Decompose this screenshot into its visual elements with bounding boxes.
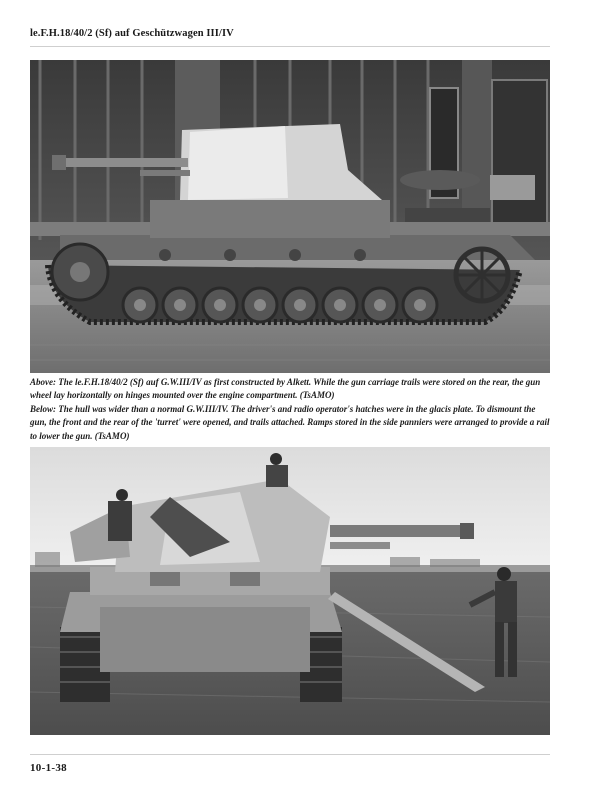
running-header: le.F.H.18/40/2 (Sf) auf Geschützwagen III/IV: [30, 28, 234, 39]
caption-above-text: The le.F.H.18/40/2 (Sf) auf G.W.III/IV as first constructed by Alkett. While the gun carriage trails were stored on the rear, the gun wheel lay horizontally on hinges mounted over the engine compartment. (TsAMO): [30, 377, 541, 401]
caption-below-text: The hull was wider than a normal G.W.III/IV. The driver's and radio operator's hatches were in the glacis plate. To dismount the gun, the front and the rear of the 'turret' were opened, and trails attached. Ramps stored in the side panniers were arranged to provide a rail to lower the gun. (TsAMO): [30, 403, 550, 441]
photo-captions: [30, 376, 552, 443]
footer-divider: [30, 754, 550, 755]
caption-below: [30, 403, 552, 443]
header-divider: [30, 46, 550, 47]
caption-above-label: Above:: [30, 377, 56, 387]
photo-front-view-vehicle: [30, 447, 550, 735]
photo-side-view-vehicle: [30, 60, 550, 373]
caption-below-label: Below:: [30, 403, 56, 414]
page-number: 10-1-38: [30, 762, 67, 774]
caption-above: [30, 376, 552, 403]
